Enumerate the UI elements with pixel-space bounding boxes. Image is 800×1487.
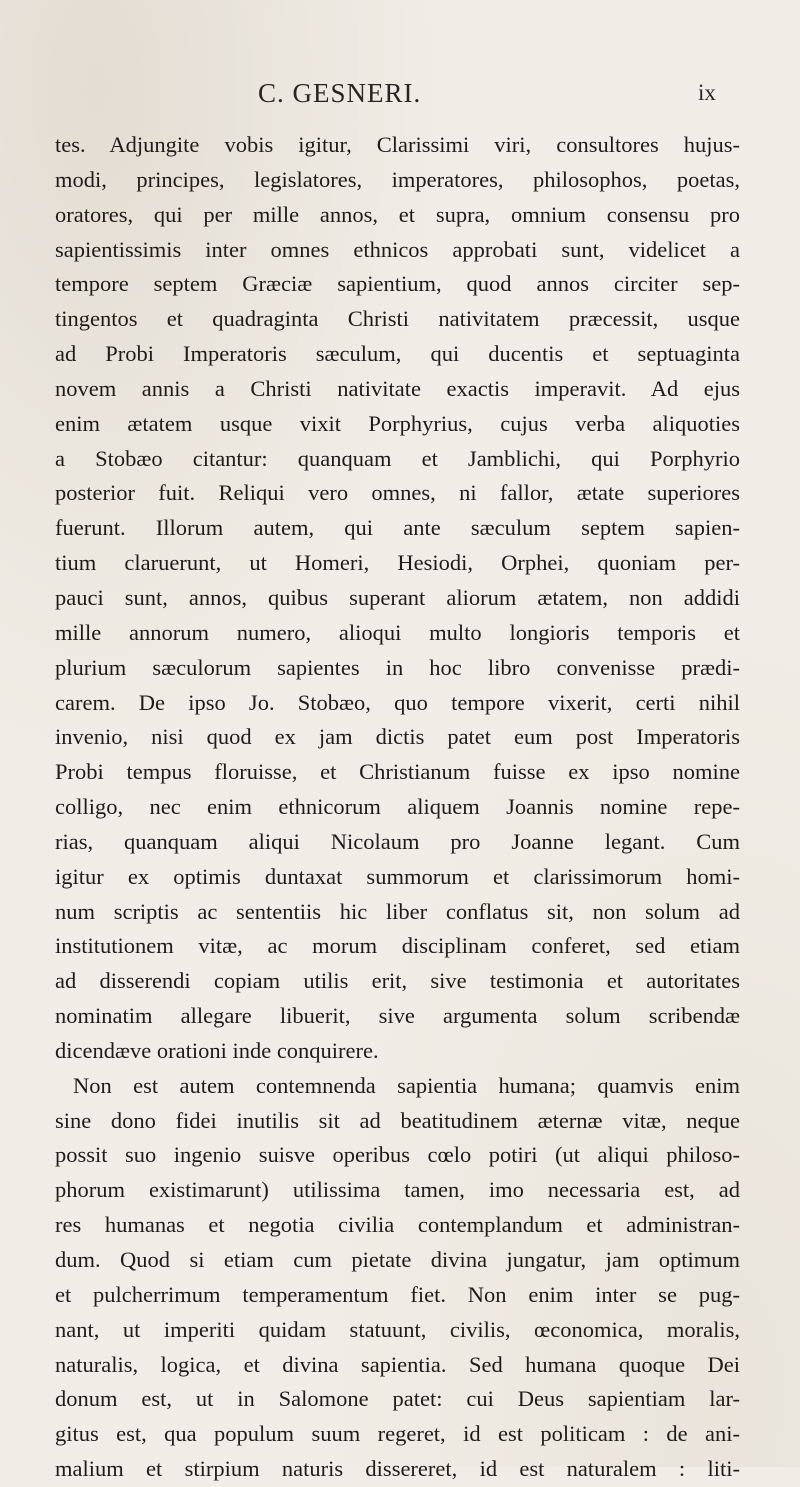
text-line: invenio, nisi quod ex jam dictis patet eum post Imperatoris [55, 724, 740, 750]
text-line: modi, principes, legislatores, imperatores, philosophos, poetas, [55, 166, 740, 192]
text-line: phorum existimarunt) utilissima tamen, imo necessaria est, ad [55, 1177, 740, 1203]
text-line: igitur ex optimis duntaxat summorum et clarissimorum homi- [55, 863, 740, 889]
text-line: tes. Adjungite vobis igitur, Clarissimi viri, consultores hujus- [55, 132, 740, 157]
text-line: institutionem vitæ, ac morum disciplinam conferet, sed etiam [55, 933, 740, 959]
text-line: tingentos et quadraginta Christi nativitatem præcessit, usque [55, 306, 740, 332]
text-line: a Stobæo citantur: quanquam et Jamblichi, qui Porphyrio [55, 445, 740, 471]
text-line: donum est, ut in Salomone patet: cui Deus sapientiam lar- [55, 1386, 740, 1412]
text-line: malium et stirpium naturis dissereret, id est naturalem : liti- [55, 1456, 740, 1482]
text-line: novem annis a Christi nativitate exactis imperavit. Ad ejus [55, 375, 740, 401]
text-line: dum. Quod si etiam cum pietate divina jungatur, jam optimum [55, 1247, 740, 1272]
text-line: nominatim allegare libuerit, sive argumenta solum scribendæ [55, 1003, 740, 1029]
text-line: sine dono fidei inutilis sit ad beatitudinem æternæ vitæ, neque [55, 1107, 740, 1133]
text-line: possit suo ingenio suisve operibus cœlo potiri (ut aliqui philoso- [55, 1142, 740, 1168]
paragraph-start-line: Non est autem contemnenda sapientia humana; quamvis enim [73, 1072, 740, 1098]
text-line: pauci sunt, annos, quibus superant aliorum ætatem, non addidi [55, 584, 740, 610]
text-line: Probi tempus floruisse, et Christianum fuisse ex ipso nomine [55, 759, 740, 785]
text-line: naturalis, logica, et divina sapientia. Sed humana quoque Dei [55, 1351, 740, 1377]
text-line: ad Probi Imperatoris sæculum, qui ducentis et septuaginta [55, 341, 740, 367]
text-line: tium claruerunt, ut Homeri, Hesiodi, Orphei, quoniam per- [55, 550, 740, 576]
text-line: ad disserendi copiam utilis erit, sive testimonia et autoritates [55, 968, 740, 994]
text-line: mille annorum numero, alioqui multo longioris temporis et [55, 619, 740, 645]
paragraph-end-line: dicendæve orationi inde conquirere. [55, 1037, 379, 1063]
text-line: gitus est, qua populum suum regeret, id est politicam : de ani- [55, 1421, 740, 1447]
running-head [0, 78, 800, 114]
running-title: C. GESNERI. [258, 78, 422, 108]
text-line: num scriptis ac sententiis hic liber conflatus sit, non solum ad [55, 898, 740, 924]
text-line: enim ætatem usque vixit Porphyrius, cujus verba aliquoties [55, 410, 740, 436]
text-line: tempore septem Græciæ sapientium, quod annos circiter sep- [55, 271, 740, 297]
text-line: rias, quanquam aliqui Nicolaum pro Joanne legant. Cum [55, 828, 740, 854]
text-line: colligo, nec enim ethnicorum aliquem Joannis nomine repe- [55, 794, 740, 820]
body-text [55, 128, 740, 1487]
text-line: sapientissimis inter omnes ethnicos approbati sunt, videlicet a [55, 236, 740, 262]
text-line: res humanas et negotia civilia contemplandum et administran- [55, 1212, 740, 1238]
page-number: ix [698, 80, 716, 105]
text-line: oratores, qui per mille annos, et supra, omnium consensu pro [55, 201, 740, 227]
text-line: et pulcherrimum temperamentum fiet. Non enim inter se pug- [55, 1281, 740, 1307]
text-line: carem. De ipso Jo. Stobæo, quo tempore vixerit, certi nihil [55, 689, 740, 715]
text-line: nant, ut imperiti quidam statuunt, civilis, œconomica, moralis, [55, 1316, 740, 1342]
text-line: posterior fuit. Reliqui vero omnes, ni fallor, ætate superiores [55, 480, 740, 506]
text-line: plurium sæculorum sapientes in hoc libro convenisse prædi- [55, 654, 740, 680]
text-line: fuerunt. Illorum autem, qui ante sæculum septem sapien- [55, 515, 740, 541]
